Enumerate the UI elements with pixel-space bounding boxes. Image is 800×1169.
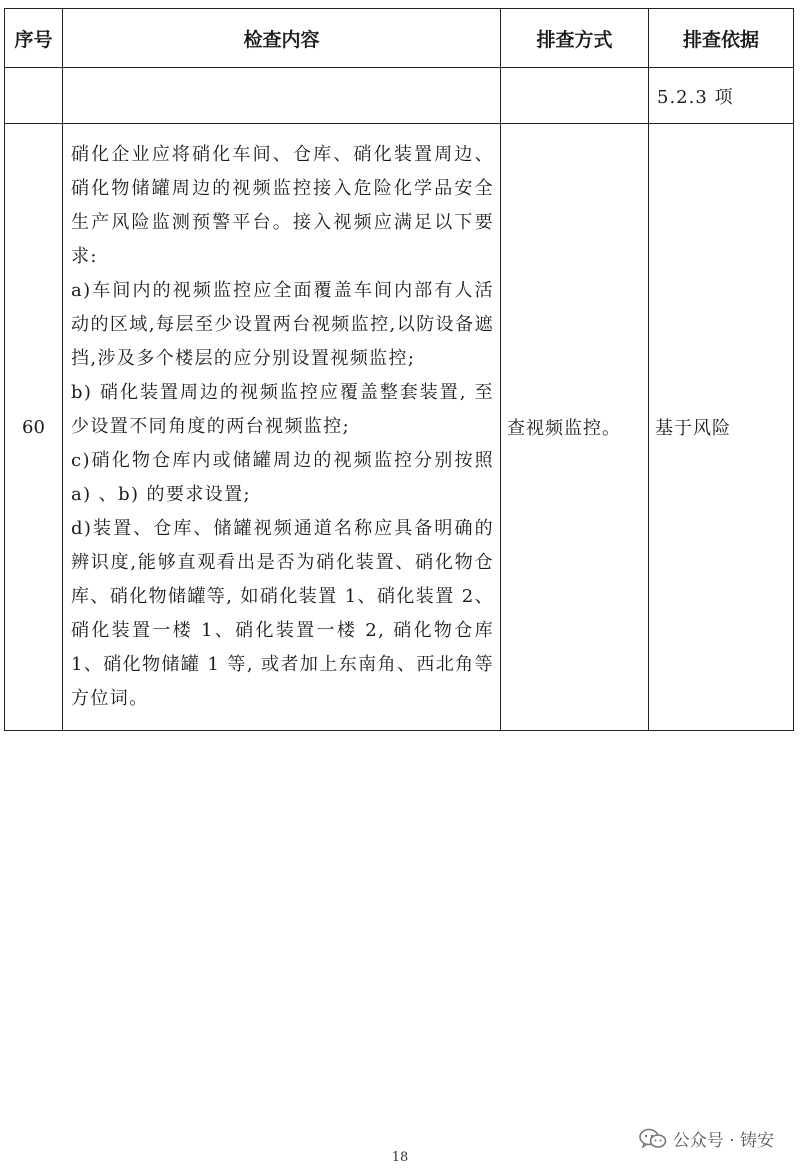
header-method: 排查方式 xyxy=(501,9,649,68)
content-paragraph-intro: 硝化企业应将硝化车间、仓库、硝化装置周边、硝化物储罐周边的视频监控接入危险化学品安全生产风险监测预警平台。接入视频应满足以下要求: xyxy=(71,144,494,267)
content-paragraph-b: b) 硝化装置周边的视频监控应覆盖整套装置, 至少设置不同角度的两台视频监控; xyxy=(71,382,494,437)
row-method: 查视频监控。 xyxy=(501,124,649,731)
header-num: 序号 xyxy=(5,9,63,68)
watermark-text: 公众号 · 铸安 xyxy=(672,1131,774,1151)
table-row-60 xyxy=(5,124,794,731)
watermark xyxy=(639,1126,774,1151)
content-paragraph-c: c)硝化物仓库内或储罐周边的视频监控分别按照 a) 、b) 的要求设置; xyxy=(71,450,494,505)
table-row-continuation xyxy=(5,68,794,124)
cont-method xyxy=(501,68,649,124)
table-header-row xyxy=(5,9,794,68)
wechat-icon xyxy=(639,1128,667,1150)
header-basis: 排查依据 xyxy=(649,9,794,68)
cont-num xyxy=(5,68,63,124)
content-paragraph-d: d)装置、仓库、储罐视频通道名称应具备明确的辨识度,能够直观看出是否为硝化装置、硝化物仓库、硝化物储罐等, 如硝化装置 1、硝化装置 2、硝化装置一楼 1、硝化装置一楼 2, 硝化物仓库 1、硝化物储罐 1 等, 或者加上东南角、西北角等方位词。 xyxy=(71,518,494,709)
row-content xyxy=(63,124,501,731)
row-num: 60 xyxy=(5,124,63,731)
header-content: 检查内容 xyxy=(63,9,501,68)
cont-basis: 5.2.3 项 xyxy=(649,68,794,124)
cont-content xyxy=(63,68,501,124)
inspection-table xyxy=(4,8,794,731)
row-basis: 基于风险 xyxy=(649,124,794,731)
content-paragraph-a: a)车间内的视频监控应全面覆盖车间内部有人活动的区域,每层至少设置两台视频监控,以防设备遮挡,涉及多个楼层的应分别设置视频监控; xyxy=(71,280,494,369)
page-number: 18 xyxy=(391,1150,409,1165)
